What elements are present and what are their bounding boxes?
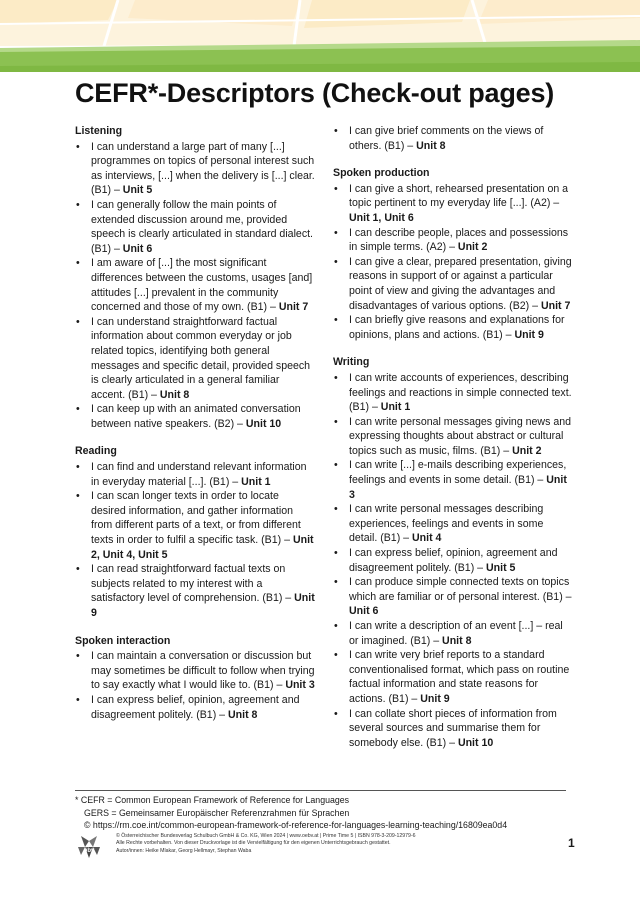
section-spoken-interaction	[75, 634, 315, 723]
bullet-icon: •	[334, 182, 338, 195]
unit-reference: Unit 4	[412, 532, 442, 545]
descriptor-item	[75, 693, 315, 722]
publisher-logo	[75, 833, 103, 861]
descriptor-item	[333, 575, 573, 619]
bullet-icon: •	[76, 693, 80, 706]
descriptor-text: I can describe people, places and possessions in simple terms. (A2) –	[349, 226, 569, 254]
right-column	[333, 124, 573, 763]
bullet-icon: •	[334, 547, 338, 560]
section-listening	[75, 124, 315, 431]
descriptor-text: I can express belief, opinion, agreement and disagreement politely. (B1) –	[349, 547, 558, 574]
descriptor-item	[75, 649, 315, 693]
descriptor-text: I can write a description of an event [...] – real or imagined. (B1) –	[349, 620, 563, 647]
unit-reference: Unit 9	[91, 592, 315, 619]
logo-text: öbv	[83, 848, 95, 854]
descriptor-item	[75, 489, 315, 562]
unit-reference: Unit 6	[122, 242, 153, 255]
imprint-line: © Österreichischer Bundesverlag Schulbuch GmbH & Co. KG, Wien 2024 | www.oebv.at | Prime Time 5 | ISBN 978-3-209-12979-6	[116, 833, 416, 839]
imprint-line: Alle Rechte vorbehalten. Von dieser Druckvorlage ist die Vervielfältigung für den eigenen Unterrichtsgebrauch gestattet.	[116, 840, 391, 847]
unit-reference: Unit 3	[349, 474, 567, 501]
bullet-icon: •	[334, 503, 338, 516]
descriptor-text: I can produce simple connected texts on topics which are familiar or of personal interest. (B1) –	[349, 576, 572, 603]
descriptor-text: I can understand a large part of many [...] programmes on topics of personal interest such as interviews, [...] when the delivery is [...] clear. (B1) –	[91, 140, 315, 197]
descriptor-text: I can give a short, rehearsed presentation on a topic pertinent to my everyday life [...]. (A2) –	[349, 182, 569, 210]
bullet-icon: •	[76, 198, 80, 211]
descriptor-text: I am aware of [...] the most significant differences between the customs, usages [and] attitudes [...] prevalent in the community concerned and those of my own. (B1) –	[91, 257, 313, 314]
footnote-cefr: * CEFR = Common European Framework of Reference for Languages	[75, 795, 350, 805]
section-continued	[333, 124, 573, 153]
descriptor-item	[75, 256, 315, 314]
bullet-icon: •	[76, 650, 80, 663]
page-number: 1	[568, 836, 575, 850]
section-title: Writing	[333, 356, 370, 369]
section-title: Spoken production	[333, 167, 430, 180]
unit-reference: Unit 5	[122, 184, 153, 197]
unit-reference: Unit 8	[228, 708, 258, 721]
unit-reference: Unit 2	[457, 241, 488, 254]
unit-reference: Unit 1, Unit 6	[349, 211, 414, 224]
unit-reference: Unit 1	[241, 475, 271, 488]
descriptor-text: I can give brief comments on the views of others. (B1) –	[349, 125, 544, 152]
descriptor-item	[333, 255, 573, 313]
bullet-icon: •	[76, 140, 80, 153]
bullet-icon: •	[334, 314, 338, 327]
bullet-icon: •	[76, 315, 80, 328]
unit-reference: Unit 6	[349, 605, 379, 618]
bullet-icon: •	[334, 226, 338, 239]
descriptor-text: I can keep up with an animated conversation between native speakers. (B2) –	[91, 403, 301, 430]
descriptor-text: I can understand straightforward factual information about common everyday or job related topics, identifying both general messages and specific detail, provided speech is clearly articulated in a general familiar accent. (B1) –	[91, 315, 311, 401]
descriptor-list	[75, 649, 315, 722]
descriptor-item	[333, 371, 573, 415]
descriptor-text: I can express belief, opinion, agreement and disagreement politely. (B1) –	[91, 693, 300, 721]
bullet-icon: •	[76, 257, 80, 270]
descriptor-text: I can scan longer texts in order to locate desired information, and gather information from different parts of a text, or from different texts in order to fulfil a specific task. (B1) –	[91, 490, 301, 547]
bullet-icon: •	[76, 403, 80, 416]
page-title: CEFR*-Descriptors (Check-out pages)	[75, 78, 555, 108]
bullet-icon: •	[334, 707, 338, 720]
unit-reference: Unit 3	[285, 679, 315, 692]
descriptor-text: I can write personal messages giving news and expressing thoughts about abstract or cultural topics such as music, films. (B1) –	[349, 415, 571, 457]
footnotes	[75, 794, 575, 832]
section-writing	[333, 355, 573, 750]
section-spoken-production	[333, 166, 573, 342]
descriptor-text: I can write very brief reports to a standard conventionalised format, which pass on routine factual information and state reasons for actions. (B1) –	[349, 649, 570, 705]
unit-reference: Unit 10	[245, 417, 282, 430]
section-reading	[75, 444, 315, 620]
bullet-icon: •	[334, 459, 338, 472]
bullet-icon: •	[76, 563, 80, 576]
descriptor-item	[333, 707, 573, 751]
footnote-gers: GERS = Gemeinsamer Europäischer Referenzrahmen für Sprachen	[84, 807, 350, 818]
descriptor-item	[333, 313, 573, 342]
descriptor-item	[75, 198, 315, 256]
descriptor-item	[75, 140, 315, 198]
section-title: Spoken interaction	[75, 634, 171, 647]
descriptor-item	[75, 402, 315, 431]
descriptor-item	[75, 460, 315, 489]
descriptor-item	[75, 315, 315, 403]
imprint	[116, 833, 536, 855]
bullet-icon: •	[334, 576, 338, 589]
descriptor-list	[75, 140, 315, 432]
unit-reference: Unit 8	[159, 388, 190, 401]
descriptor-list	[75, 460, 315, 621]
footnote-divider	[75, 790, 566, 791]
bullet-icon: •	[334, 415, 338, 428]
descriptor-text: I can write accounts of experiences, describing feelings and reactions in simple connected text. (B1) –	[349, 371, 572, 414]
unit-reference: Unit 1	[380, 401, 411, 414]
descriptor-item	[333, 458, 573, 502]
unit-reference: Unit 9	[420, 692, 450, 705]
descriptor-text: I can generally follow the main points of extended discussion around me, provided speech is clearly articulated in standard dialect. (B1) –	[91, 198, 313, 255]
section-title: Reading	[75, 445, 117, 458]
unit-reference: Unit 7	[278, 301, 309, 314]
bullet-icon: •	[76, 490, 80, 503]
descriptor-text: I can give a clear, prepared presentation, giving reasons in support of or against a particular point of view and giving the advantages and disadvantages of various options. (B2) –	[349, 255, 572, 312]
descriptor-text: I can briefly give reasons and explanations for opinions, plans and actions. (B1) –	[349, 314, 565, 341]
bullet-icon: •	[334, 620, 338, 632]
unit-reference: Unit 9	[514, 328, 544, 341]
bullet-icon: •	[334, 255, 338, 268]
descriptor-item	[75, 562, 315, 620]
imprint-line: Autor/innen: Heike Mlakar, Georg Hellmayr, Stephan Waba	[116, 847, 252, 854]
left-column	[75, 124, 315, 735]
bullet-icon: •	[76, 461, 80, 474]
unit-reference: Unit 10	[457, 736, 494, 749]
bullet-icon: •	[334, 649, 338, 662]
descriptor-item	[333, 619, 573, 648]
bullet-icon: •	[334, 371, 338, 384]
section-title: Listening	[75, 125, 123, 137]
descriptor-list	[333, 371, 573, 750]
descriptor-list	[333, 124, 573, 153]
bullet-icon: •	[334, 125, 338, 137]
unit-reference: Unit 7	[540, 299, 571, 312]
header-banner	[0, 0, 640, 72]
unit-reference: Unit 2	[512, 444, 542, 457]
unit-reference: Unit 8	[442, 634, 472, 647]
footnote-url[interactable]: © https://rm.coe.int/common-european-framework-of-reference-for-languages-learning-teaching/16809ea0d4	[84, 820, 508, 831]
descriptor-text: I can write [...] e-mails describing experiences, feelings and events in some detail. (B1) –	[349, 459, 567, 487]
descriptor-text: I can read straightforward factual texts on subjects related to my interest with a satisfactory level of comprehension. (B1) –	[91, 563, 295, 605]
descriptor-text: I can maintain a conversation or discussion but may sometimes be difficult to follow when trying to say exactly what I would like to. (B1) –	[91, 650, 315, 692]
descriptor-list	[333, 182, 573, 343]
descriptor-text: I can collate short pieces of information from several sources and summarise them for somebody else. (B1) –	[349, 707, 557, 749]
descriptor-item	[333, 124, 573, 153]
descriptor-item	[333, 546, 573, 575]
descriptor-item	[333, 226, 573, 255]
descriptor-text: I can write personal messages describing experiences, feelings and events in some detail. (B1) –	[349, 503, 544, 545]
descriptor-item	[333, 502, 573, 546]
descriptor-text: I can find and understand relevant information in everyday material [...]. (B1) –	[91, 461, 307, 488]
unit-reference: Unit 5	[486, 561, 516, 574]
descriptor-item	[333, 648, 573, 706]
unit-reference: Unit 8	[416, 139, 446, 152]
descriptor-item	[333, 415, 573, 459]
descriptor-item	[333, 182, 573, 226]
unit-reference: Unit 2, Unit 4, Unit 5	[91, 534, 314, 561]
